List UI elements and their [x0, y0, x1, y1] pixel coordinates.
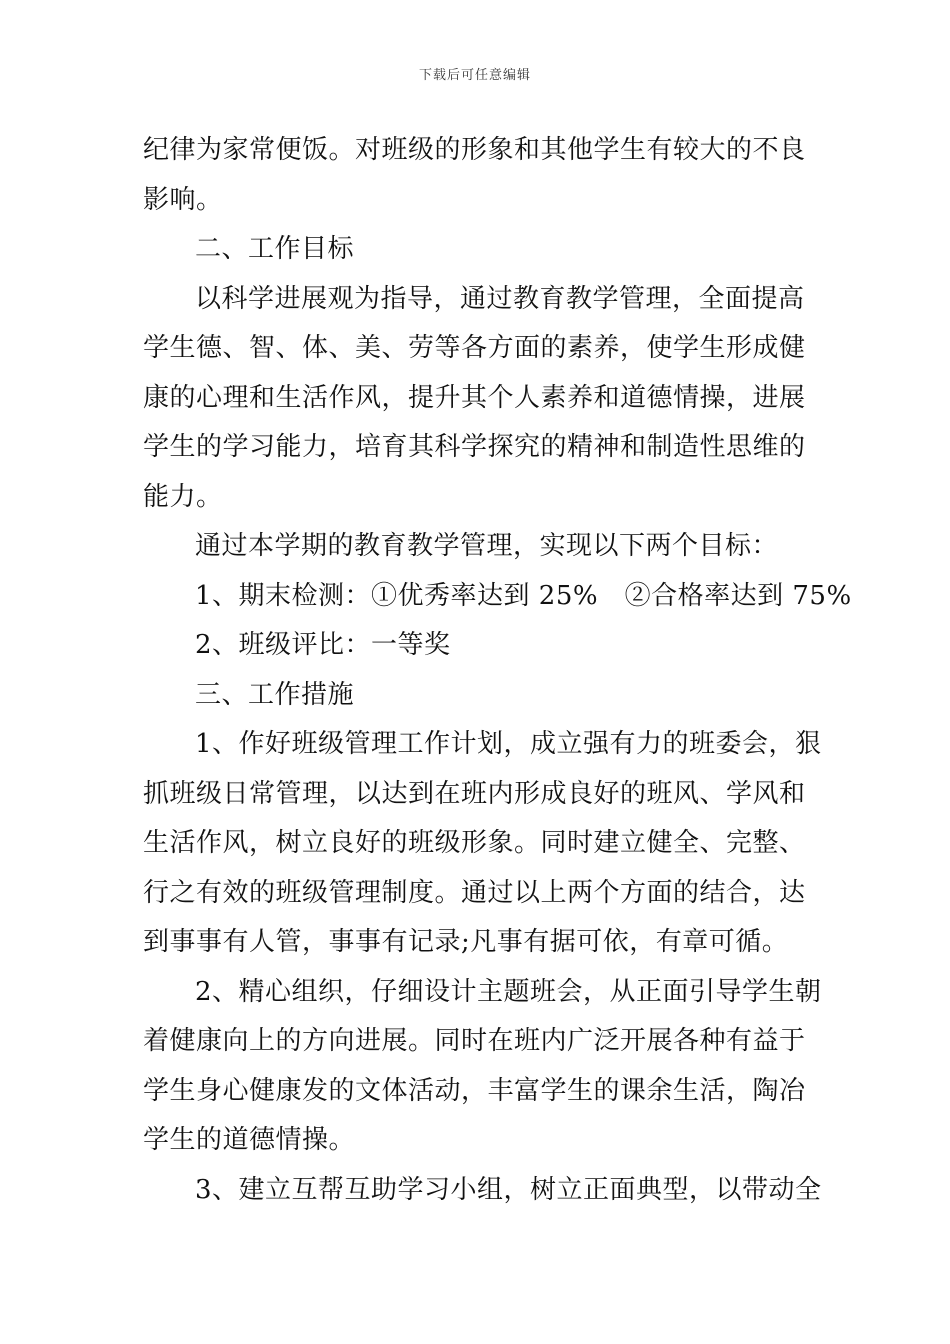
text-line: 通过本学期的教育教学管理，实现以下两个目标： [195, 531, 779, 561]
text-line: 学生的道德情操。 [143, 1125, 356, 1155]
text-line: 影响。 [143, 184, 223, 215]
text-line: 纪律为家常便饭。对班级的形象和其他学生有较大的不良 [143, 135, 806, 165]
text-line: 2、精心组织，仔细设计主题班会，从正面引导学生朝 [195, 976, 822, 1007]
text-line: 到事事有人管，事事有记录;凡事有据可依，有章可循。 [143, 927, 789, 957]
text-line: 学生德、智、体、美、劳等各方面的素养，使学生形成健 [143, 333, 806, 363]
text-line: 学生的学习能力，培育其科学探究的精神和制造性思维的 [143, 432, 806, 462]
text-line: 1、作好班级管理工作计划，成立强有力的班委会，狠 [195, 729, 822, 759]
list-item: 2、班级评比：一等奖 [195, 630, 451, 660]
text-line: 生活作风，树立良好的班级形象。同时建立健全、完整、 [143, 828, 806, 858]
text-line: 抓班级日常管理，以达到在班内形成良好的班风、学风和 [143, 778, 806, 809]
document-body [143, 126, 852, 1215]
text-line: 能力。 [143, 481, 223, 512]
text-line: 学生身心健康发的文体活动，丰富学生的课余生活，陶冶 [143, 1075, 806, 1106]
text-line: 着健康向上的方向进展。同时在班内广泛开展各种有益于 [143, 1026, 806, 1056]
list-item: 1、期末检测：①优秀率达到 25% ②合格率达到 75% [195, 580, 852, 611]
text-line: 以科学进展观为指导，通过教育教学管理，全面提高 [195, 283, 805, 314]
text-line: 3、建立互帮互助学习小组，树立正面典型，以带动全 [195, 1174, 822, 1205]
text-line: 行之有效的班级管理制度。通过以上两个方面的结合，达 [143, 877, 806, 908]
page-header: 下载后可任意编辑 [418, 68, 531, 83]
section-heading: 二、工作目标 [195, 234, 355, 264]
text-line: 康的心理和生活作风，提升其个人素养和道德情操，进展 [143, 382, 806, 413]
section-heading: 三、工作措施 [195, 679, 355, 710]
